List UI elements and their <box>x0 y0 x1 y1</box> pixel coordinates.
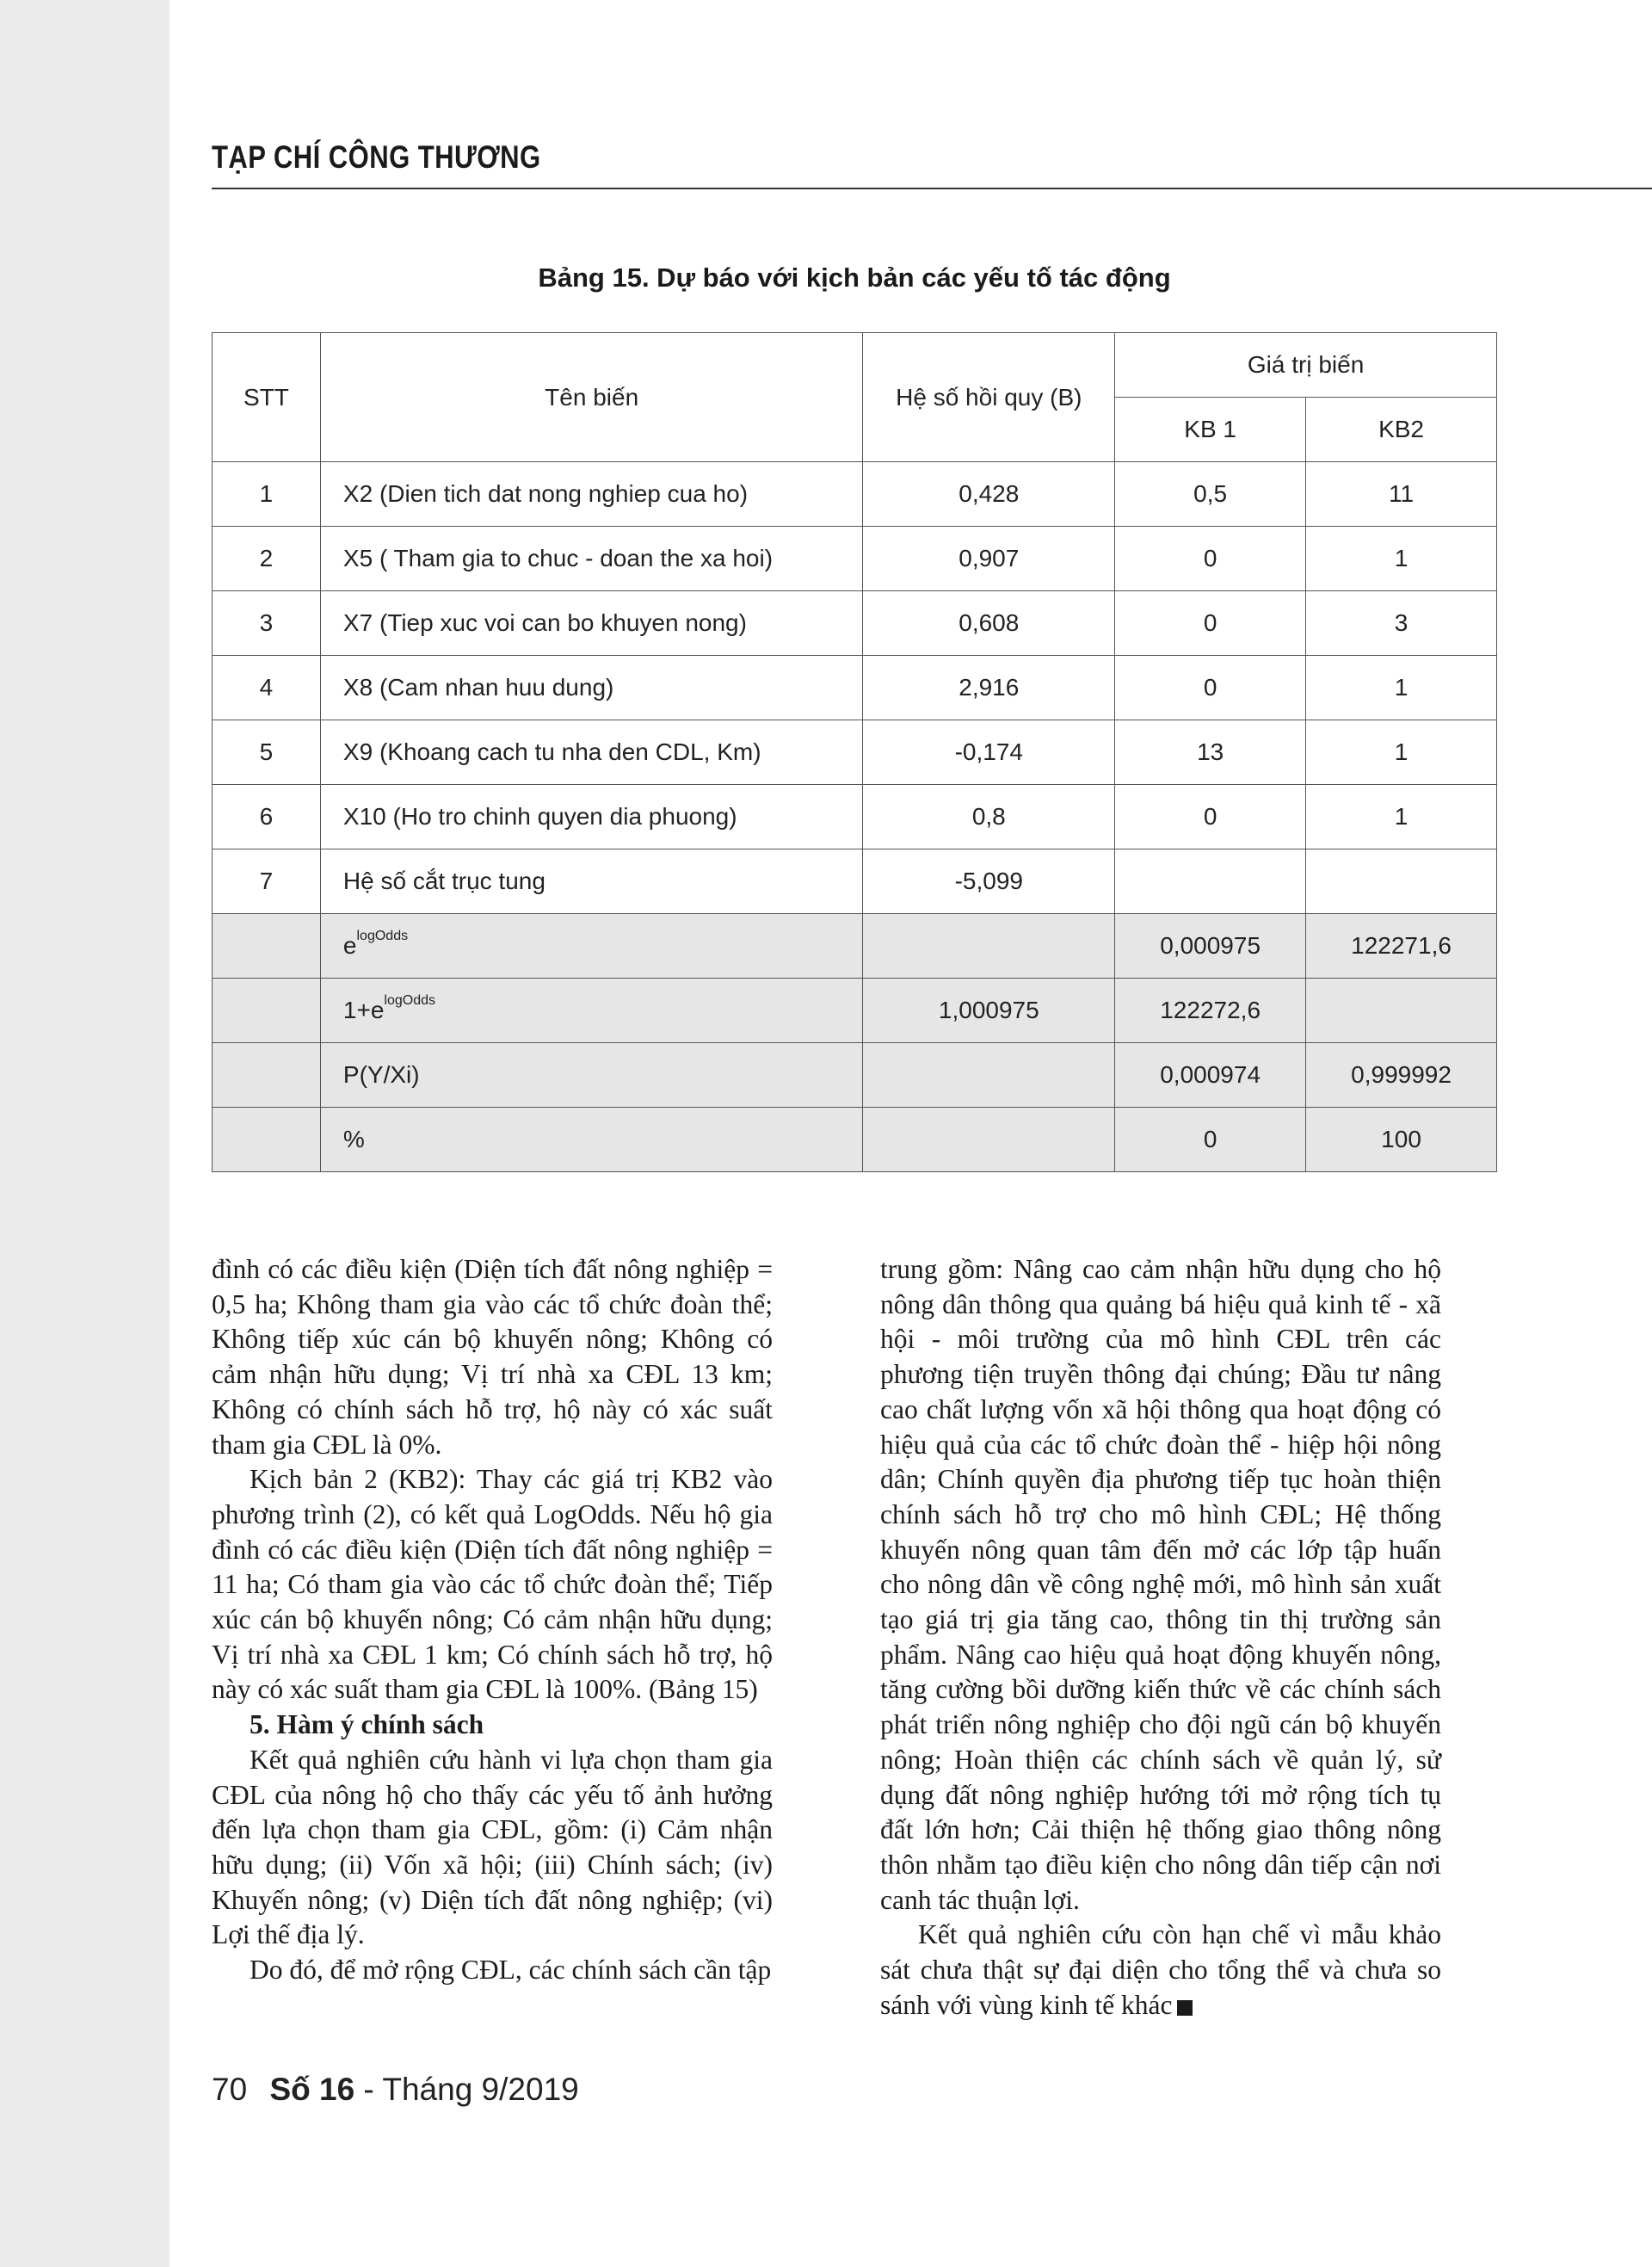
page-footer <box>212 2072 579 2108</box>
cell-stt: 1 <box>213 462 321 527</box>
cell-kb1: 122272,6 <box>1115 979 1306 1043</box>
header-stt: STT <box>213 333 321 462</box>
header-coef: Hệ số hồi quy (B) <box>863 333 1115 462</box>
paragraph: Kết quả nghiên cứu còn hạn chế vì mẫu khảo sát chưa thật sự đại diện cho tổng thể và chưa so sánh với vùng kinh tế khác <box>880 1919 1441 2020</box>
section-heading: 5. Hàm ý chính sách <box>250 1709 484 1740</box>
cell-coef: 0,608 <box>863 591 1115 656</box>
cell-coef: -5,099 <box>863 849 1115 914</box>
cell-kb1: 0,000975 <box>1115 914 1306 979</box>
cell-name: X8 (Cam nhan huu dung) <box>320 656 862 720</box>
header-rule <box>212 188 1652 189</box>
cell-name: X2 (Dien tich dat nong nghiep cua ho) <box>320 462 862 527</box>
cell-name: $e^{logOdds}$ <box>320 914 862 979</box>
summary-row <box>213 914 1497 979</box>
cell-stt: 5 <box>213 720 321 785</box>
cell-kb1: 0,000974 <box>1115 1043 1306 1108</box>
cell-stt <box>213 914 321 979</box>
cell-coef: 0,907 <box>863 527 1115 591</box>
cell-kb1: 0 <box>1115 656 1306 720</box>
cell-name: Hệ số cắt trục tung <box>320 849 862 914</box>
paragraph: trung gồm: Nâng cao cảm nhận hữu dụng cho hộ nông dân thông qua quảng bá hiệu quả kinh tế - xã hội - môi trường của mô hình CĐL trên các phương tiện truyền thông đại chúng; Đầu tư nâng cao chất lượng vốn xã hội thông qua hoạt động có hiệu quả của các tổ chức đoàn thể - hiệp hội nông dân; Chính quyền địa phương tiếp tục hoàn thiện chính sách hỗ trợ cho mô hình CĐL; Hệ thống khuyến nông quan tâm đến mở các lớp tập huấn cho nông dân về công nghệ mới, mô hình sản xuất tạo giá trị gia tăng cao, thông tin thị trường sản phẩm. Nâng cao hiệu quả hoạt động khuyến nông, tăng cường bồi dưỡng kiến thức về các chính sách phát triển nông nghiệp cho đội ngũ cán bộ khuyến nông; Hoàn thiện các chính sách về quản lý, sử dụng đất nông nghiệp hướng tới mở rộng tích tụ đất lớn hơn; Cải thiện hệ thống giao thông nông thôn nhằm tạo điều kiện cho nông dân tiếp cận nơi canh tác thuận lợi. <box>880 1254 1441 1915</box>
cell-name: X10 (Ho tro chinh quyen dia phuong) <box>320 785 862 849</box>
cell-coef: 2,916 <box>863 656 1115 720</box>
cell-kb1: 0 <box>1115 527 1306 591</box>
cell-name: % <box>320 1108 862 1172</box>
cell-stt: 3 <box>213 591 321 656</box>
cell-stt: 7 <box>213 849 321 914</box>
right-column <box>880 1252 1441 2023</box>
paragraph: Kịch bản 2 (KB2): Thay các giá trị KB2 vào phương trình (2), có kết quả LogOdds. Nếu hộ gia đình có các điều kiện (Diện tích đất nông nghiệp = 11 ha; Có tham gia vào các tổ chức đoàn thể; Tiếp xúc cán bộ khuyến nông; Có cảm nhận hữu dụng; Vị trí nhà xa CĐL 1 km; Có chính sách hỗ trợ, hộ này có xác suất tham gia CĐL là 100%. (Bảng 15) <box>212 1464 773 1705</box>
cell-name: $1+e^{logOdds}$ <box>320 979 862 1043</box>
cell-coef: 0,8 <box>863 785 1115 849</box>
issue-info: Số 16 - Tháng 9/2019 <box>269 2072 579 2107</box>
cell-coef: 1,000975 <box>863 979 1115 1043</box>
header-kb2: KB2 <box>1306 398 1497 462</box>
header-name: Tên biến <box>320 333 862 462</box>
cell-stt <box>213 1108 321 1172</box>
cell-kb2: 1 <box>1306 656 1497 720</box>
cell-kb2: 122271,6 <box>1306 914 1497 979</box>
paragraph: đình có các điều kiện (Diện tích đất nông nghiệp = 0,5 ha; Không tham gia vào các tổ chức đoàn thể; Không tiếp xúc cán bộ khuyến nông; Không có cảm nhận hữu dụng; Vị trí nhà xa CĐL 13 km; Không có chính sách hỗ trợ, hộ này có xác suất tham gia CĐL là 0%. <box>212 1254 773 1460</box>
cell-kb2 <box>1306 849 1497 914</box>
summary-row <box>213 1043 1497 1108</box>
end-of-article-mark <box>1177 2000 1193 2016</box>
cell-kb1: 13 <box>1115 720 1306 785</box>
page-margin-band <box>0 0 170 2267</box>
paragraph: Do đó, để mở rộng CĐL, các chính sách cần tập <box>250 1955 772 1986</box>
cell-kb1: 0 <box>1115 591 1306 656</box>
summary-row <box>213 1108 1497 1172</box>
page-number: 70 <box>212 2072 248 2107</box>
cell-kb2: 1 <box>1306 785 1497 849</box>
table-title: Bảng 15. Dự báo với kịch bản các yếu tố tác động <box>538 263 1171 293</box>
cell-kb2: 1 <box>1306 720 1497 785</box>
cell-kb2 <box>1306 979 1497 1043</box>
forecast-table <box>212 332 1497 1172</box>
cell-stt <box>213 1043 321 1108</box>
cell-coef: 0,428 <box>863 462 1115 527</box>
table-row <box>213 656 1497 720</box>
cell-kb2: 100 <box>1306 1108 1497 1172</box>
cell-name: P(Y/Xi) <box>320 1043 862 1108</box>
cell-coef <box>863 1108 1115 1172</box>
cell-kb2: 0,999992 <box>1306 1043 1497 1108</box>
cell-coef: -0,174 <box>863 720 1115 785</box>
table-row <box>213 527 1497 591</box>
cell-kb1 <box>1115 849 1306 914</box>
header-value-group: Giá trị biến <box>1115 333 1497 398</box>
paragraph: Kết quả nghiên cứu hành vi lựa chọn tham gia CĐL của nông hộ cho thấy các yếu tố ảnh hưởng đến lựa chọn tham gia CĐL, gồm: (i) Cảm nhận hữu dụng; (ii) Vốn xã hội; (iii) Chính sách; (iv) Khuyến nông; (v) Diện tích đất nông nghiệp; (vi) Lợi thế địa lý. <box>212 1744 773 1950</box>
cell-name: X7 (Tiep xuc voi can bo khuyen nong) <box>320 591 862 656</box>
cell-kb1: 0 <box>1115 1108 1306 1172</box>
cell-kb1: 0 <box>1115 785 1306 849</box>
table-row <box>213 591 1497 656</box>
cell-kb2: 3 <box>1306 591 1497 656</box>
cell-coef <box>863 1043 1115 1108</box>
cell-stt: 2 <box>213 527 321 591</box>
table-row <box>213 849 1497 914</box>
cell-coef <box>863 914 1115 979</box>
left-column <box>212 1252 773 1988</box>
header-kb1: KB 1 <box>1115 398 1306 462</box>
table-row <box>213 462 1497 527</box>
cell-stt <box>213 979 321 1043</box>
cell-kb2: 1 <box>1306 527 1497 591</box>
summary-row <box>213 979 1497 1043</box>
cell-name: X5 ( Tham gia to chuc - doan the xa hoi) <box>320 527 862 591</box>
table-row <box>213 720 1497 785</box>
cell-name: X9 (Khoang cach tu nha den CDL, Km) <box>320 720 862 785</box>
cell-kb1: 0,5 <box>1115 462 1306 527</box>
cell-stt: 6 <box>213 785 321 849</box>
journal-title: TẠP CHÍ CÔNG THƯƠNG <box>212 139 541 175</box>
table-row <box>213 785 1497 849</box>
cell-stt: 4 <box>213 656 321 720</box>
cell-kb2: 11 <box>1306 462 1497 527</box>
